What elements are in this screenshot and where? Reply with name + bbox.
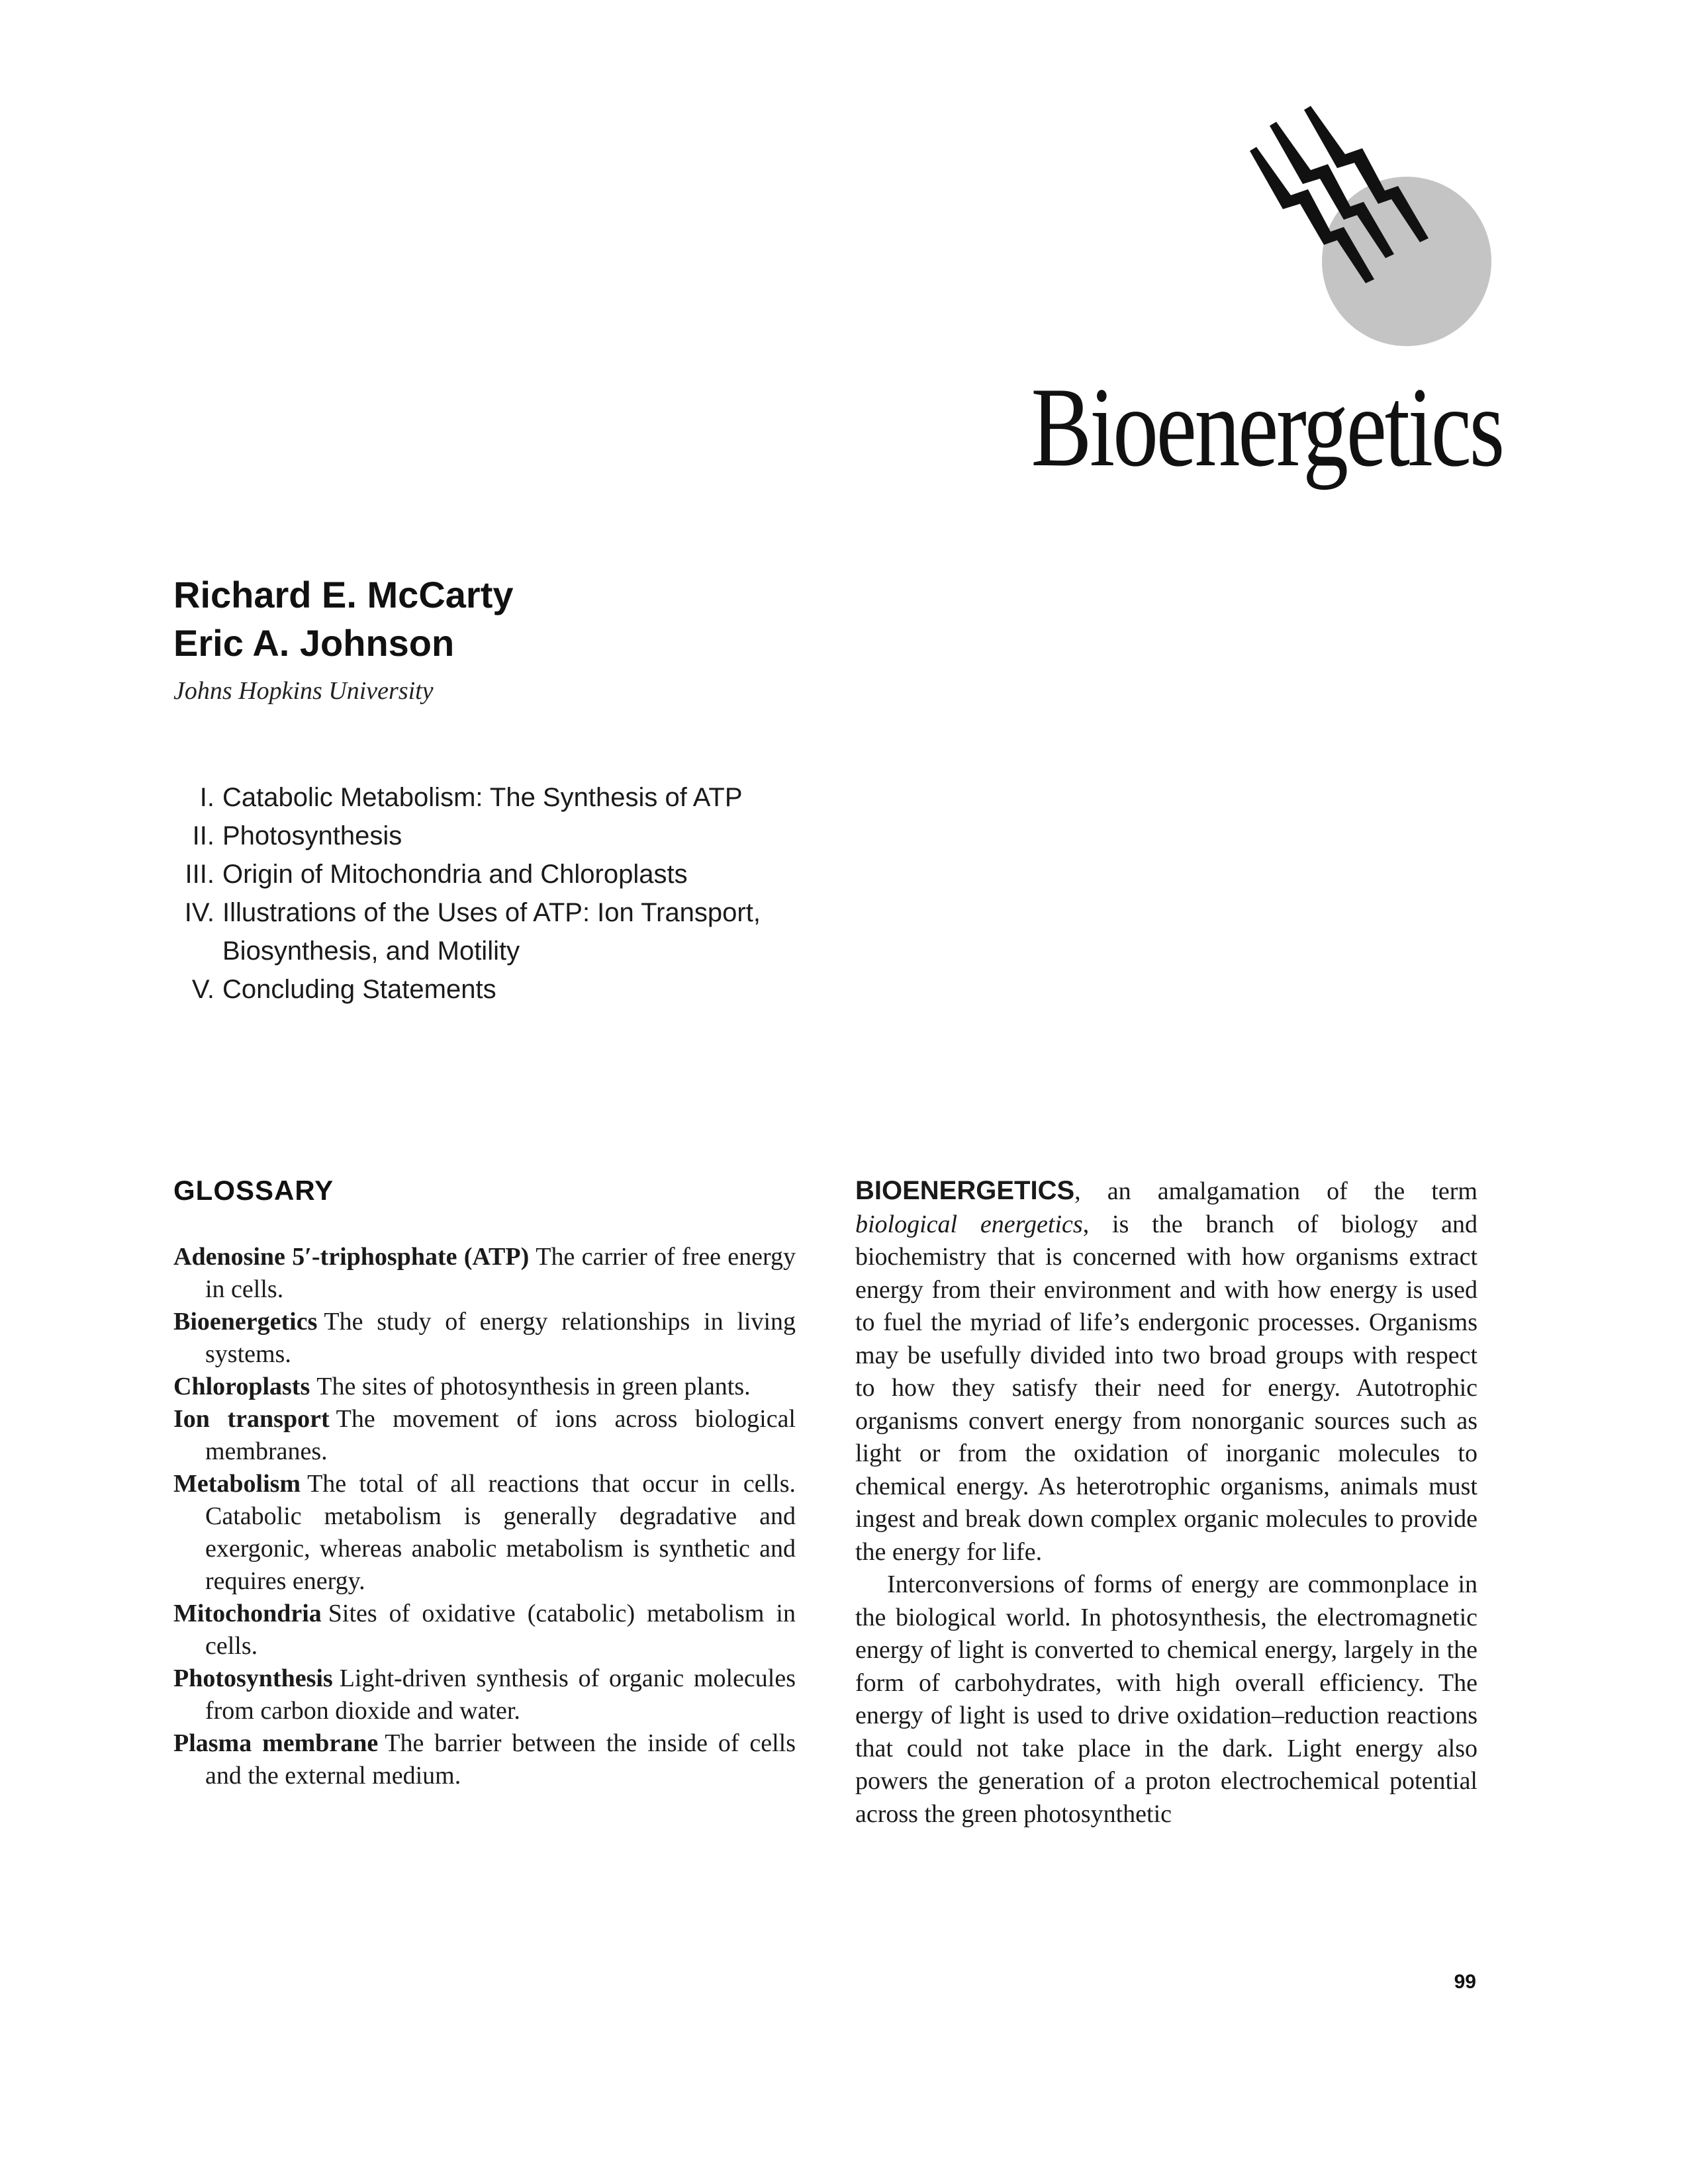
glossary-term: Plasma membrane <box>173 1729 379 1757</box>
body-text: , is the branch of biology and biochemistry that is concerned with how organisms extract energy from their environment and with how energy is used to fuel the myriad of life’s endergonic processes. Organisms may be usefully divided into two broad groups with respect to how they satisfy their need for energy. Autotrophic organisms convert energy from nonorganic sources such as light or from the oxidation of inorganic molecules to chemical energy. As heterotrophic organisms, animals must ingest and break down complex organic molecules to provide the energy for life. <box>855 1210 1478 1566</box>
glossary-heading: GLOSSARY <box>173 1175 334 1206</box>
glossary-definition: The movement of ions across biological membranes. <box>205 1405 796 1465</box>
body-paragraph: Interconversions of forms of energy are commonplace in the biological world. In photosynthesis, the electromagnetic energy of light is converted to chemical energy, largely in the form of carbohydrates, with high overall efficiency. The energy of light is used to drive oxidation–reduction reactions that could not take place in the dark. Light energy also powers the generation of a proton electrochemical potential across the green photosynthetic <box>855 1570 1477 1828</box>
body-text: , an amalgamation of the term <box>1074 1177 1477 1205</box>
outline-item <box>173 817 835 855</box>
glossary-term: Chloroplasts <box>173 1373 310 1400</box>
body-paragraph <box>855 1175 1477 1569</box>
glossary-definition: The barrier between the inside of cells and the external medium. <box>205 1729 796 1790</box>
glossary-entry <box>173 1371 796 1403</box>
author-affiliation: Johns Hopkins University <box>173 677 434 705</box>
outline-number: V. <box>191 975 214 1004</box>
glossary-term: Metabolism <box>173 1470 301 1498</box>
outline-item <box>173 970 835 1009</box>
outline-item <box>173 778 835 817</box>
chapter-outline <box>173 778 835 1009</box>
outline-number: I. <box>199 783 214 812</box>
outline-text: Concluding Statements <box>222 975 496 1004</box>
outline-text: Illustrations of the Uses of ATP: Ion Transport, Biosynthesis, and Motility <box>222 898 761 966</box>
glossary-definition: The carrier of free energy in cells. <box>205 1243 796 1303</box>
body-italic-term: biological energetics <box>855 1210 1083 1238</box>
glossary-term: Photosynthesis <box>173 1664 333 1692</box>
chapter-title: Bioenergetics <box>1031 365 1503 490</box>
outline-item <box>173 893 835 970</box>
glossary-entry <box>173 1727 796 1792</box>
author-name: Richard E. McCarty <box>173 574 514 615</box>
glossary-entry <box>173 1241 796 1306</box>
lightning-bolts-over-circle-icon <box>1244 106 1496 357</box>
glossary-definition: The sites of photosynthesis in green plants. <box>316 1373 751 1400</box>
author-block <box>173 570 514 705</box>
glossary-entry <box>173 1403 796 1468</box>
outline-number: IV. <box>184 898 214 927</box>
glossary-entry <box>173 1306 796 1371</box>
author-name: Eric A. Johnson <box>173 622 455 664</box>
body-text-column <box>855 1175 1477 1831</box>
glossary-entry <box>173 1662 796 1727</box>
outline-item <box>173 855 835 893</box>
glossary-definition: Light-driven synthesis of organic molecules from carbon dioxide and water. <box>205 1664 796 1725</box>
outline-text: Origin of Mitochondria and Chloroplasts <box>222 860 688 889</box>
outline-number: III. <box>185 860 214 889</box>
outline-number: II. <box>192 821 214 850</box>
page-number: 99 <box>1454 1971 1476 1993</box>
outline-text: Catabolic Metabolism: The Synthesis of ATP <box>222 783 743 812</box>
outline-text: Photosynthesis <box>222 821 402 850</box>
glossary-term: Adenosine 5′-triphosphate (ATP) <box>173 1243 530 1271</box>
glossary-section <box>173 1175 796 1792</box>
glossary-entry <box>173 1468 796 1598</box>
glossary-term: Bioenergetics <box>173 1308 318 1336</box>
lead-word: BIOENERGETICS <box>855 1176 1075 1205</box>
glossary-entry <box>173 1598 796 1662</box>
glossary-definition: Sites of oxidative (catabolic) metabolism in cells. <box>205 1600 796 1660</box>
glossary-term: Ion transport <box>173 1405 330 1433</box>
glossary-term: Mitochondria <box>173 1600 322 1627</box>
glossary-definition: The study of energy relationships in living systems. <box>205 1308 796 1368</box>
glossary-definition: The total of all reactions that occur in cells. Catabolic metabolism is generally degradative and exergonic, whereas anabolic metabolism is synthetic and requires energy. <box>205 1470 796 1595</box>
